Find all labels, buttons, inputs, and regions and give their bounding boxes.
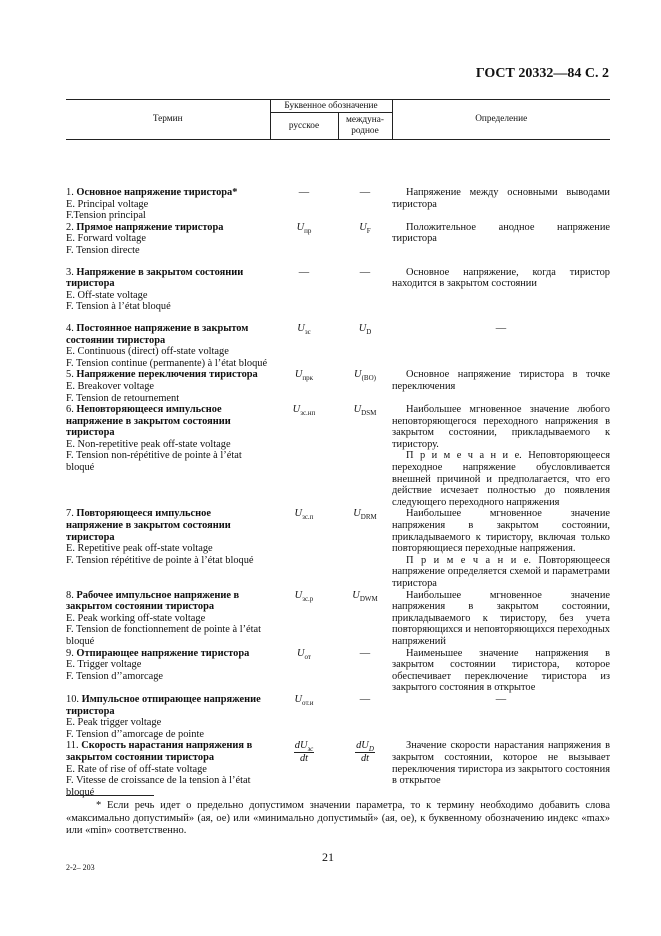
- definition-text: Наибольшее мгновенное значение любого неповторяющегося переходного напряжения в закрытом состоянии, прикладываемого к тиристору.: [392, 404, 610, 450]
- definition-cell: [392, 404, 610, 508]
- term-name: Напряжение в закрытом состоянии тиристора: [66, 266, 244, 290]
- international-symbol-cell: [338, 323, 392, 369]
- document-header: ГОСТ 20332—84 С. 2: [475, 66, 609, 81]
- russian-symbol-cell: [270, 369, 338, 404]
- footnote-rule: [66, 795, 154, 796]
- term-name: Напряжение переключения тиристора: [76, 369, 258, 381]
- term-number: 1.: [66, 187, 74, 198]
- international-symbol-cell: [338, 140, 392, 222]
- international-symbol-cell: [338, 404, 392, 508]
- term-name: Повторяющееся импульсное напряжение в закрытом состоянии тиристора: [66, 508, 231, 543]
- term-english: E. Repetitive peak off-state voltage: [66, 543, 213, 555]
- definition-text: —: [495, 322, 507, 334]
- term-french: F. Tension continue (permanente) à l’état bloqué: [66, 357, 268, 369]
- symbol-subscript: пр: [304, 226, 312, 235]
- note-text: Повторяющееся напряжение определяется схемой и параметрами тиристора: [392, 554, 610, 589]
- russian-symbol-cell: [270, 222, 338, 267]
- term-number: 7.: [66, 508, 74, 520]
- term-english: E. Trigger voltage: [66, 659, 142, 671]
- col-symbol-group-header: Буквенное обозначение: [270, 100, 392, 113]
- symbol-subscript: зс.р: [302, 594, 314, 603]
- international-symbol-cell: [338, 222, 392, 267]
- note-text: Неповторяющееся переходное напряжение обусловливается внешней причиной и предполагается, что его действие исчезает полностью до появления следующего переходного напряжения: [392, 450, 610, 508]
- derivative-symbol: [294, 740, 314, 764]
- term-english: E. Off-state voltage: [66, 289, 148, 301]
- definition-cell: [392, 222, 610, 267]
- definition-cell: [392, 140, 610, 222]
- term-english: E. Principal voltage: [66, 198, 149, 210]
- symbol-letter: U: [359, 221, 367, 233]
- symbol-letter: U: [294, 693, 303, 705]
- definition-note: [392, 450, 610, 508]
- symbol-letter: —: [359, 187, 371, 198]
- derivative-subscript: D: [368, 745, 374, 754]
- term-english: E. Peak trigger voltage: [66, 717, 162, 729]
- term-cell: [66, 508, 270, 589]
- term-name: Рабочее импульсное напряжение в закрытом состоянии тиристора: [66, 589, 240, 613]
- symbol-letter: U: [353, 508, 361, 520]
- symbol-letter: —: [359, 647, 371, 659]
- term-number: 11.: [66, 740, 79, 752]
- symbol-letter: U: [294, 589, 303, 601]
- term-cell: [66, 694, 270, 740]
- term-name: Скорость нарастания напряжения в закрытом состоянии тиристора: [66, 740, 253, 763]
- footnote: * Если речь идет о предельно допустимом значении параметра, то к термину необходимо добавить слова «максимально допустимый» (ая, ое) или «минимально допустимый» (ая, ое), к буквенному обозначению индекс «max» или «min» соответственно.: [66, 800, 610, 836]
- table-row: [66, 323, 610, 369]
- symbol-letter: U: [358, 322, 367, 334]
- term-cell: [66, 369, 270, 404]
- symbol-letter: U: [292, 404, 301, 416]
- russian-symbol-cell: [270, 590, 338, 648]
- term-french: F. Tension à l’état bloqué: [66, 301, 171, 313]
- term-name: Прямое напряжение тиристора: [76, 221, 224, 233]
- international-symbol-cell: [338, 590, 392, 648]
- symbol-letter: U: [297, 647, 305, 659]
- derivative-numerator: dU: [294, 740, 308, 752]
- russian-symbol-cell: [270, 404, 338, 508]
- russian-symbol-cell: [270, 648, 338, 694]
- definition-cell: [392, 369, 610, 404]
- russian-symbol-cell: [270, 267, 338, 323]
- term-french: F. Tension répétitive de pointe à l’état bloqué: [66, 554, 254, 566]
- definition-text: Наибольшее мгновенное значение напряжения в закрытом состоянии, прикладываемого к тиристору, без учета повторяющихся и неповторяющихся переходных напряжений: [392, 589, 610, 647]
- international-symbol-cell: [338, 508, 392, 589]
- symbol-letter: U: [352, 589, 360, 601]
- term-cell: [66, 267, 270, 323]
- note-label: П р и м е ч а н и е.: [406, 554, 531, 566]
- term-number: 10.: [66, 693, 79, 705]
- term-cell: [66, 222, 270, 267]
- symbol-letter: —: [359, 266, 371, 278]
- term-english: E. Forward voltage: [66, 233, 146, 245]
- definition-note: [392, 555, 610, 590]
- term-cell: [66, 590, 270, 648]
- symbol-subscript: зс.нп: [300, 409, 316, 418]
- table-row: [66, 740, 610, 798]
- symbol-subscript: от.и: [302, 698, 314, 707]
- definition-cell: [392, 648, 610, 694]
- col-international-label: междуна- родное: [345, 115, 384, 136]
- symbol-subscript: F: [366, 226, 371, 235]
- symbol-letter: U: [297, 322, 305, 334]
- table-row: [66, 369, 610, 404]
- term-english: E. Continuous (direct) off-state voltage: [66, 346, 229, 358]
- page-number: 21: [322, 850, 334, 864]
- symbol-letter: U: [296, 221, 305, 233]
- term-english: E. Rate of rise of off-state voltage: [66, 763, 207, 775]
- derivative-numerator: dU: [356, 740, 369, 752]
- international-symbol-cell: [338, 694, 392, 740]
- table-row: [66, 508, 610, 589]
- definition-text: Наименьшее значение напряжения в закрытом состоянии тиристора, которое обеспечивает переключение тиристора из закрытого состояния в открытое: [392, 647, 610, 694]
- derivative-denominator: dt: [360, 752, 370, 764]
- table-row: [66, 267, 610, 323]
- table-header: [66, 100, 610, 140]
- term-cell: [66, 140, 270, 222]
- term-french: F. Tension d’’amorcage: [66, 670, 164, 682]
- term-name: Неповторяющееся импульсное напряжение в закрытом состоянии тиристора: [66, 404, 231, 439]
- definition-cell: [392, 508, 610, 589]
- symbol-letter: —: [298, 266, 310, 278]
- international-symbol-cell: [338, 740, 392, 798]
- terms-table: [66, 99, 610, 798]
- term-french: F. Tension non-répétitive de pointe à l’état bloqué: [66, 450, 242, 474]
- russian-symbol-cell: [270, 694, 338, 740]
- table-row: [66, 404, 610, 508]
- term-number: 4.: [66, 322, 74, 334]
- term-name: Постоянное напряжение в закрытом состоянии тиристора: [66, 322, 249, 346]
- term-english: E. Breakover voltage: [66, 380, 154, 392]
- term-french: F. Tension de retournement: [66, 392, 180, 404]
- term-number: 3.: [66, 266, 74, 278]
- symbol-letter: U: [354, 369, 362, 381]
- term-number: 2.: [66, 221, 74, 233]
- table-row: [66, 648, 610, 694]
- definition-cell: [392, 694, 610, 740]
- definition-text: Наибольшее мгновенное значение напряжения в закрытом состоянии, прикладываемого к тиристору, включая только повторяющиеся переходные напряжения.: [392, 508, 610, 555]
- col-term-header: Термин: [66, 100, 270, 140]
- term-cell: [66, 740, 270, 798]
- symbol-subscript: DWM: [359, 594, 378, 603]
- col-russian-header: русское: [270, 113, 338, 140]
- table-row: [66, 222, 610, 267]
- term-number: 6.: [66, 404, 74, 416]
- symbol-subscript: DRM: [360, 513, 377, 522]
- russian-symbol-cell: [270, 323, 338, 369]
- term-number: 8.: [66, 589, 74, 601]
- russian-symbol-cell: [270, 508, 338, 589]
- term-cell: [66, 648, 270, 694]
- symbol-subscript: зс: [304, 327, 311, 336]
- russian-symbol-cell: [270, 740, 338, 798]
- definition-text: Значение скорости нарастания напряжения в закрытом состоянии, которое не вызывает переключения тиристора из закрытого состояния в открытое: [392, 740, 610, 787]
- symbol-subscript: от: [304, 652, 311, 661]
- col-international-header: [338, 113, 392, 140]
- symbol-letter: —: [298, 187, 310, 198]
- term-name: Импульсное отпирающее напряжение тиристора: [66, 693, 261, 717]
- definition-text: Положительное анодное напряжение тиристора: [392, 221, 610, 245]
- print-code: 2-2– 203: [66, 863, 95, 872]
- term-name: Основное напряжение тиристора*: [76, 187, 238, 198]
- definition-cell: [392, 740, 610, 798]
- symbol-letter: —: [359, 693, 371, 705]
- term-french: F. Tension de fonctionnement de pointe à l’état bloqué: [66, 624, 262, 647]
- term-french: F. Tension directe: [66, 244, 140, 256]
- derivative-subscript: зс: [307, 745, 314, 754]
- table-row: [66, 590, 610, 648]
- symbol-subscript: (BO): [361, 374, 376, 383]
- symbol-letter: U: [353, 404, 362, 416]
- derivative-symbol: [355, 740, 375, 764]
- symbol-subscript: зс.п: [302, 513, 314, 522]
- definition-cell: [392, 323, 610, 369]
- term-french: F. Tension d’’amorcage de pointe: [66, 728, 204, 740]
- symbol-subscript: DSM: [361, 409, 377, 418]
- international-symbol-cell: [338, 369, 392, 404]
- symbol-letter: U: [294, 369, 303, 381]
- note-label: П р и м е ч а н и е.: [406, 450, 522, 462]
- definition-cell: [392, 590, 610, 648]
- term-cell: [66, 404, 270, 508]
- derivative-denominator: dt: [299, 752, 309, 764]
- term-name: Отпирающее напряжение тиристора: [76, 647, 250, 659]
- table-row: [66, 140, 610, 222]
- definition-text: —: [495, 693, 507, 705]
- term-french: F. Vitesse de croissance de la tension à l’état bloqué: [66, 775, 251, 798]
- term-cell: [66, 323, 270, 369]
- table-body: [66, 140, 610, 799]
- definition-text: Напряжение между основными выводами тиристора: [392, 187, 610, 210]
- term-number: 5.: [66, 369, 74, 381]
- term-french: F.Tension principal: [66, 210, 146, 222]
- symbol-subscript: D: [366, 327, 372, 336]
- term-number: 9.: [66, 647, 74, 659]
- definition-cell: [392, 267, 610, 323]
- table-row: [66, 694, 610, 740]
- col-definition-header: Определение: [392, 100, 610, 140]
- term-english: E. Peak working off-state voltage: [66, 612, 206, 624]
- international-symbol-cell: [338, 267, 392, 323]
- russian-symbol-cell: [270, 140, 338, 222]
- symbol-subscript: прк: [302, 374, 314, 383]
- definition-text: Основное напряжение тиристора в точке переключения: [392, 369, 610, 392]
- term-english: E. Non-repetitive peak off-state voltage: [66, 438, 231, 450]
- international-symbol-cell: [338, 648, 392, 694]
- definition-text: Основное напряжение, когда тиристор находится в закрытом состоянии: [392, 266, 610, 290]
- symbol-letter: U: [294, 508, 303, 520]
